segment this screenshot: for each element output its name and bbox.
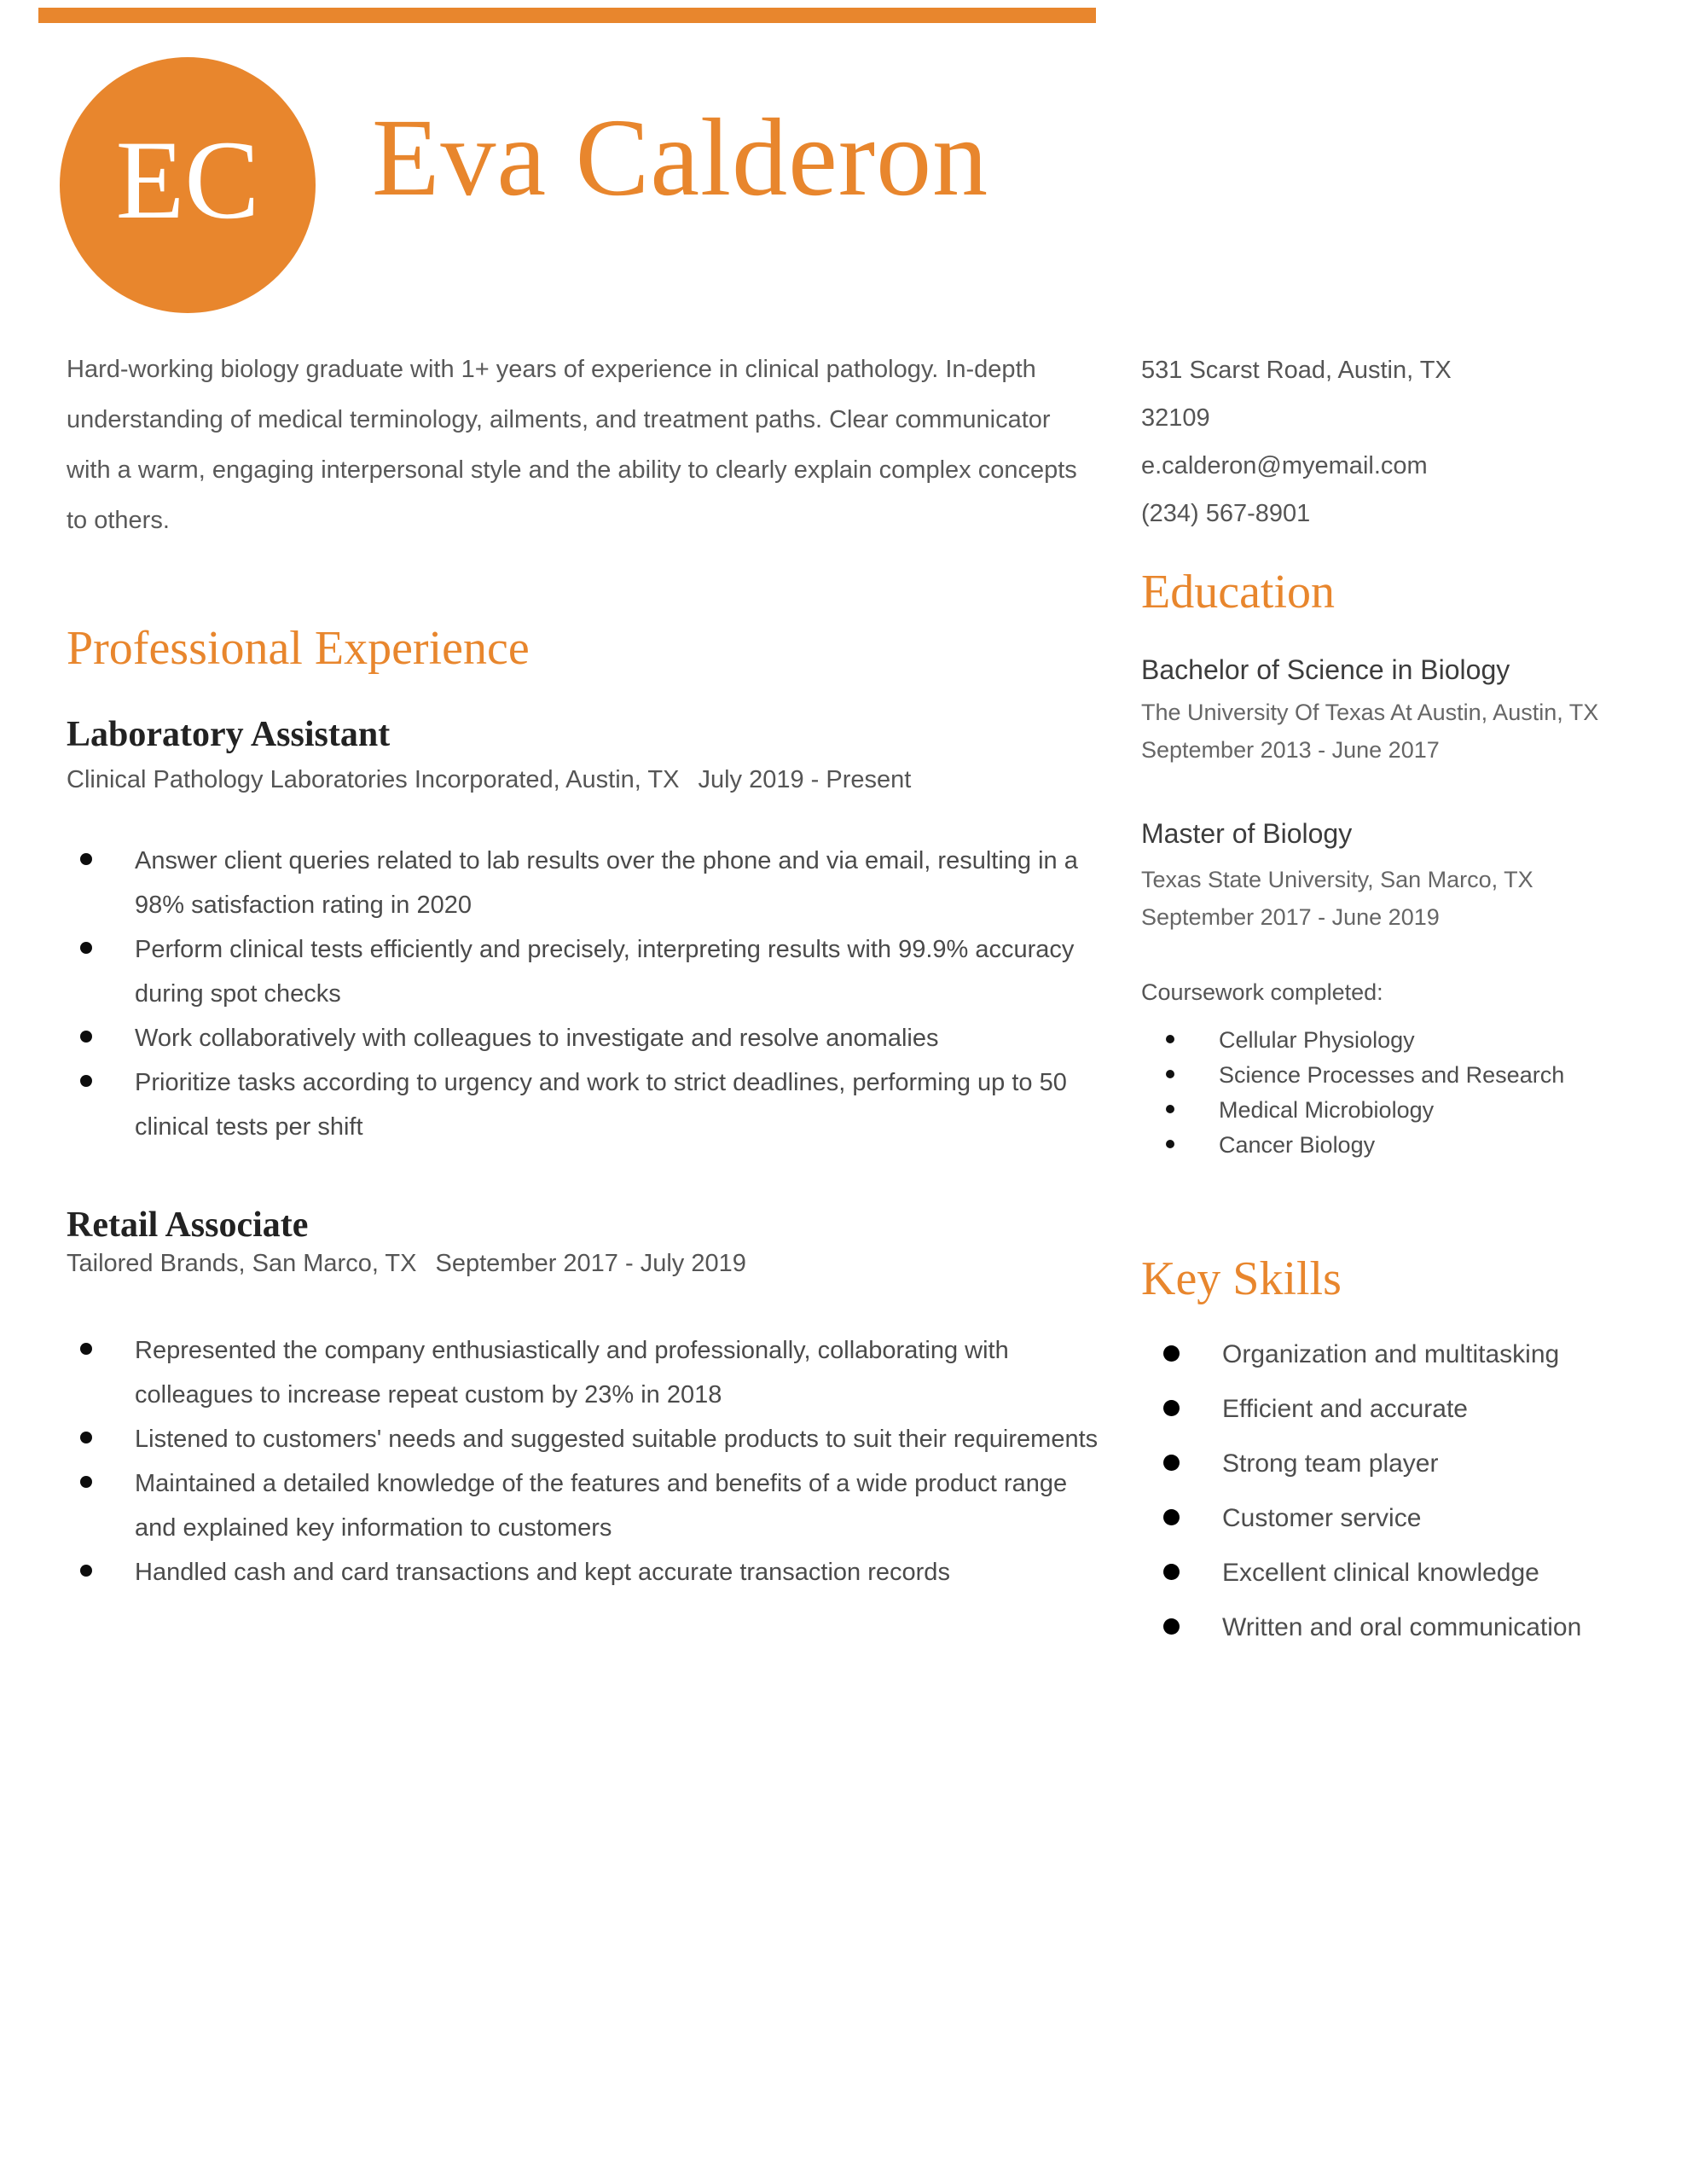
job-title: Retail Associate — [67, 1205, 309, 1245]
coursework-label: Coursework completed: — [1141, 979, 1383, 1005]
summary-text: Hard-working biology graduate with 1+ years of experience in clinical pathology. In-depth understanding of medical terminology, ailments, and treatment paths. Clear communicator with a warm, engaging interpersonal style and the ability to clearly explain complex concepts to others. — [67, 356, 1077, 534]
job-entry — [67, 713, 1099, 1149]
education-section-heading: Education — [1141, 566, 1336, 619]
job-bullet-list — [67, 839, 1107, 1149]
job-bullet: Listened to customers' needs and suggested suitable products to suit their requirements — [67, 1417, 1107, 1461]
job-meta — [67, 1246, 1099, 1281]
job-company: Clinical Pathology Laboratories Incorporated, Austin, TX — [67, 766, 680, 793]
degree-name: Master of Biology — [1141, 818, 1353, 849]
coursework-item: Science Processes and Research — [1141, 1058, 1627, 1093]
degree-name: Bachelor of Science in Biology — [1141, 654, 1510, 685]
main-column — [67, 313, 1099, 1594]
job-meta — [67, 763, 1099, 797]
job-bullet: Perform clinical tests efficiently and precisely, interpreting results with 99.9% accuracy during spot checks — [67, 927, 1107, 1016]
job-bullet: Maintained a detailed knowledge of the features and benefits of a wide product range and explained key information to customers — [67, 1461, 1107, 1550]
skill-item: Excellent clinical knowledge — [1141, 1546, 1627, 1600]
job-bullet: Answer client queries related to lab results over the phone and via email, resulting in a 98% satisfaction rating in 2020 — [67, 839, 1107, 927]
skill-item: Customer service — [1141, 1491, 1627, 1546]
school-name: The University Of Texas At Austin, Austin, TX — [1141, 700, 1599, 725]
contact-email: e.calderon@myemail.com — [1141, 452, 1428, 479]
skills-section-heading: Key Skills — [1141, 1252, 1342, 1305]
contact-address-line1: 531 Scarst Road, Austin, TX — [1141, 357, 1452, 384]
skill-item: Written and oral communication — [1141, 1600, 1627, 1655]
contact-block — [1141, 346, 1627, 537]
job-bullet-list — [67, 1328, 1107, 1594]
contact-phone: (234) 567-8901 — [1141, 500, 1311, 527]
education-entry — [1141, 651, 1627, 769]
job-bullet: Work collaboratively with colleagues to investigate and resolve anomalies — [67, 1016, 1107, 1060]
coursework-list — [1141, 1023, 1627, 1163]
top-accent-bar — [38, 8, 1096, 23]
skill-item: Efficient and accurate — [1141, 1382, 1627, 1437]
experience-section-heading: Professional Experience — [67, 622, 530, 675]
job-entry — [67, 1204, 1099, 1594]
coursework-item: Cellular Physiology — [1141, 1023, 1627, 1058]
job-bullet: Prioritize tasks according to urgency and work to strict deadlines, performing up to 50 clinical tests per shift — [67, 1060, 1107, 1149]
contact-address-line2: 32109 — [1141, 404, 1210, 432]
education-entry — [1141, 815, 1627, 936]
education-dates: September 2013 - June 2017 — [1141, 737, 1440, 763]
job-title: Laboratory Assistant — [67, 715, 391, 754]
sidebar-column — [1141, 313, 1627, 1655]
coursework-item: Cancer Biology — [1141, 1128, 1627, 1163]
header — [0, 0, 1687, 313]
education-dates: September 2017 - June 2019 — [1141, 904, 1440, 930]
skill-item: Organization and multitasking — [1141, 1327, 1627, 1382]
job-dates: September 2017 - July 2019 — [435, 1250, 746, 1277]
skills-list — [1141, 1327, 1627, 1655]
job-dates: July 2019 - Present — [698, 766, 912, 793]
avatar-initials: EC — [115, 117, 260, 242]
content-columns — [0, 313, 1687, 1655]
job-bullet: Handled cash and card transactions and kept accurate transaction records — [67, 1550, 1107, 1594]
job-company: Tailored Brands, San Marco, TX — [67, 1250, 417, 1277]
page-title: Eva Calderon — [372, 96, 989, 219]
avatar — [60, 57, 316, 313]
coursework-item: Medical Microbiology — [1141, 1093, 1627, 1128]
job-bullet: Represented the company enthusiastically and professionally, collaborating with colleagues to increase repeat custom by 23% in 2018 — [67, 1328, 1107, 1417]
school-name: Texas State University, San Marco, TX — [1141, 867, 1533, 892]
skill-item: Strong team player — [1141, 1437, 1627, 1491]
